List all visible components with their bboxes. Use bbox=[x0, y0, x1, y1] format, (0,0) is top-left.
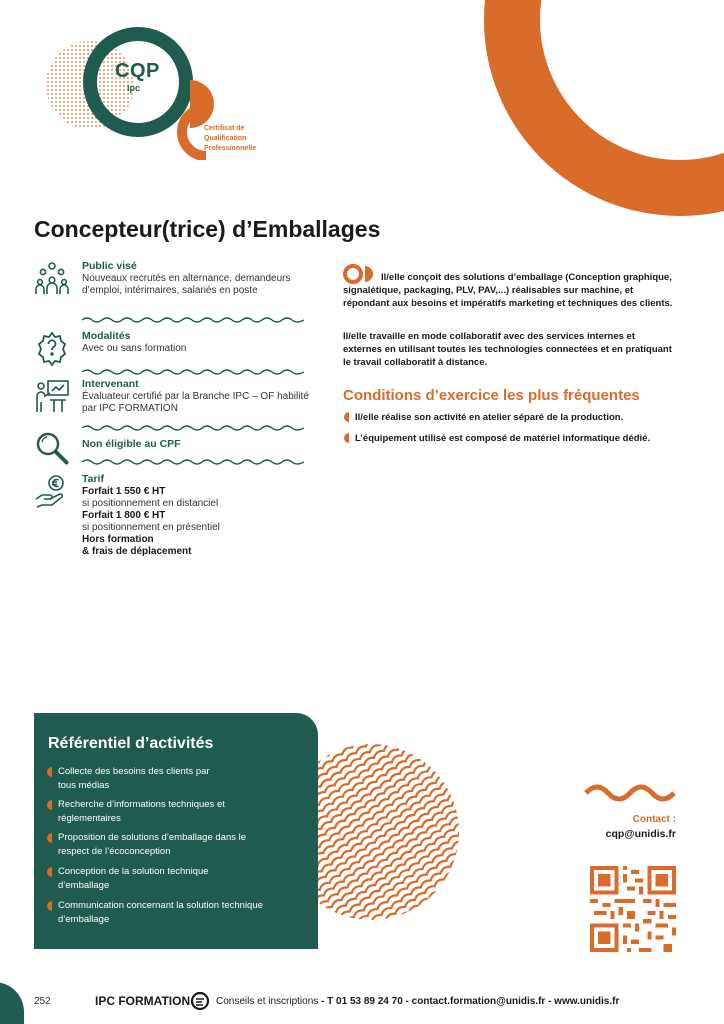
logo-cqp: CQP bbox=[115, 60, 160, 82]
condition-item: L’équipement utilisé est composé de matériel informatique dédié. bbox=[355, 433, 651, 444]
bullet-icon bbox=[46, 833, 52, 843]
logo-ipc: ipc bbox=[127, 83, 141, 93]
referentiel-item: Conception de la solution technique d’emballage bbox=[58, 866, 209, 891]
gear-question-icon bbox=[34, 330, 70, 366]
condition-item: Il/elle réalise son activité en atelier séparé de la production. bbox=[355, 412, 624, 423]
qr-code[interactable] bbox=[590, 866, 676, 952]
footer-contact-line bbox=[216, 996, 619, 1007]
bullet-icon bbox=[46, 800, 52, 810]
page-number: 252 bbox=[34, 996, 51, 1007]
referentiel-item: Communication concernant la solution technique d’emballage bbox=[58, 900, 263, 925]
info-modalites bbox=[34, 330, 304, 366]
description-paragraph-1: Il/elle conçoit des solutions d’emballage (Conception graphique, signalétique, packaging, PLV, PAV,...) réalisables sur machine, et répondant aux besoins et impératifs marketing et techniques des clients. bbox=[343, 272, 673, 309]
people-group-icon bbox=[34, 260, 70, 296]
referentiel-item: Collecte des besoins des clients par tous médias bbox=[58, 766, 210, 791]
ipc-formation-icon bbox=[190, 991, 210, 1011]
presenter-board-icon bbox=[34, 378, 70, 414]
wavy-divider bbox=[82, 368, 304, 376]
footer-label: Conseils et inscriptions bbox=[216, 996, 319, 1007]
referentiel-item: Recherche d’informations techniques et réglementaires bbox=[58, 799, 225, 824]
public-text: Nouveaux recrutés en alternance, demandeurs d’emploi, intérimaires, salariés en poste bbox=[82, 273, 291, 296]
tarif-price-1: Forfait 1 550 € HT bbox=[82, 486, 166, 497]
conditions-title: Conditions d’exercice les plus fréquentes bbox=[343, 387, 640, 404]
bullet-icon bbox=[343, 433, 349, 443]
footer-corner-shape bbox=[0, 982, 24, 1024]
bullet-icon bbox=[46, 901, 52, 911]
tarif-condition-1: si positionnement en distanciel bbox=[82, 498, 219, 509]
footer-brand: IPC FORMATION bbox=[95, 994, 191, 1008]
referentiel-title: Référentiel d’activités bbox=[48, 735, 214, 752]
contact-wave-icon bbox=[584, 781, 676, 803]
decorative-ring bbox=[480, 0, 724, 220]
tarif-heading: Tarif bbox=[82, 473, 104, 485]
bullet-icon bbox=[46, 767, 52, 777]
tarif-condition-2: si positionnement en présentiel bbox=[82, 522, 220, 533]
tarif-price-2: Forfait 1 800 € HT bbox=[82, 510, 166, 521]
info-tarif bbox=[34, 473, 304, 565]
wavy-divider bbox=[82, 458, 304, 466]
contact-label: Contact : bbox=[632, 814, 676, 825]
description-paragraph-2: Il/elle travaille en mode collaboratif avec des services internes et externes en utilisant toutes les technologies connectées et en pratiquant le travail collaboratif à distance. bbox=[343, 331, 672, 368]
logo-caption: Certificat de Qualification Professionnelle bbox=[204, 125, 257, 152]
magnifier-icon bbox=[34, 430, 70, 466]
contact-email-link[interactable]: cqp@unidis.fr bbox=[605, 828, 676, 840]
modalites-text: Avec ou sans formation bbox=[82, 343, 187, 354]
intervenant-text: Évaluateur certifié par la Branche IPC – OF habilité par IPC FORMATION bbox=[82, 391, 309, 414]
intervenant-heading: Intervenant bbox=[82, 378, 139, 390]
tarif-note-2: & frais de déplacement bbox=[82, 546, 192, 557]
modalites-heading: Modalités bbox=[82, 330, 131, 342]
cpf-heading: Non éligible au CPF bbox=[82, 438, 181, 450]
hand-euro-icon bbox=[34, 473, 70, 509]
page-title: Concepteur(trice) d’Emballages bbox=[34, 216, 381, 242]
public-heading: Public visé bbox=[82, 260, 137, 272]
wavy-divider bbox=[82, 316, 304, 324]
tarif-note-1: Hors formation bbox=[82, 534, 154, 545]
info-public bbox=[34, 260, 304, 308]
referentiel-item: Proposition de solutions d’emballage dans le respect de l’écoconception bbox=[58, 832, 247, 857]
bullet-icon bbox=[343, 412, 349, 422]
info-intervenant bbox=[34, 378, 309, 422]
footer-phone-email: - T 01 53 89 24 70 - contact.formation@unidis.fr - www.unidis.fr bbox=[321, 996, 620, 1007]
bullet-icon bbox=[46, 867, 52, 877]
